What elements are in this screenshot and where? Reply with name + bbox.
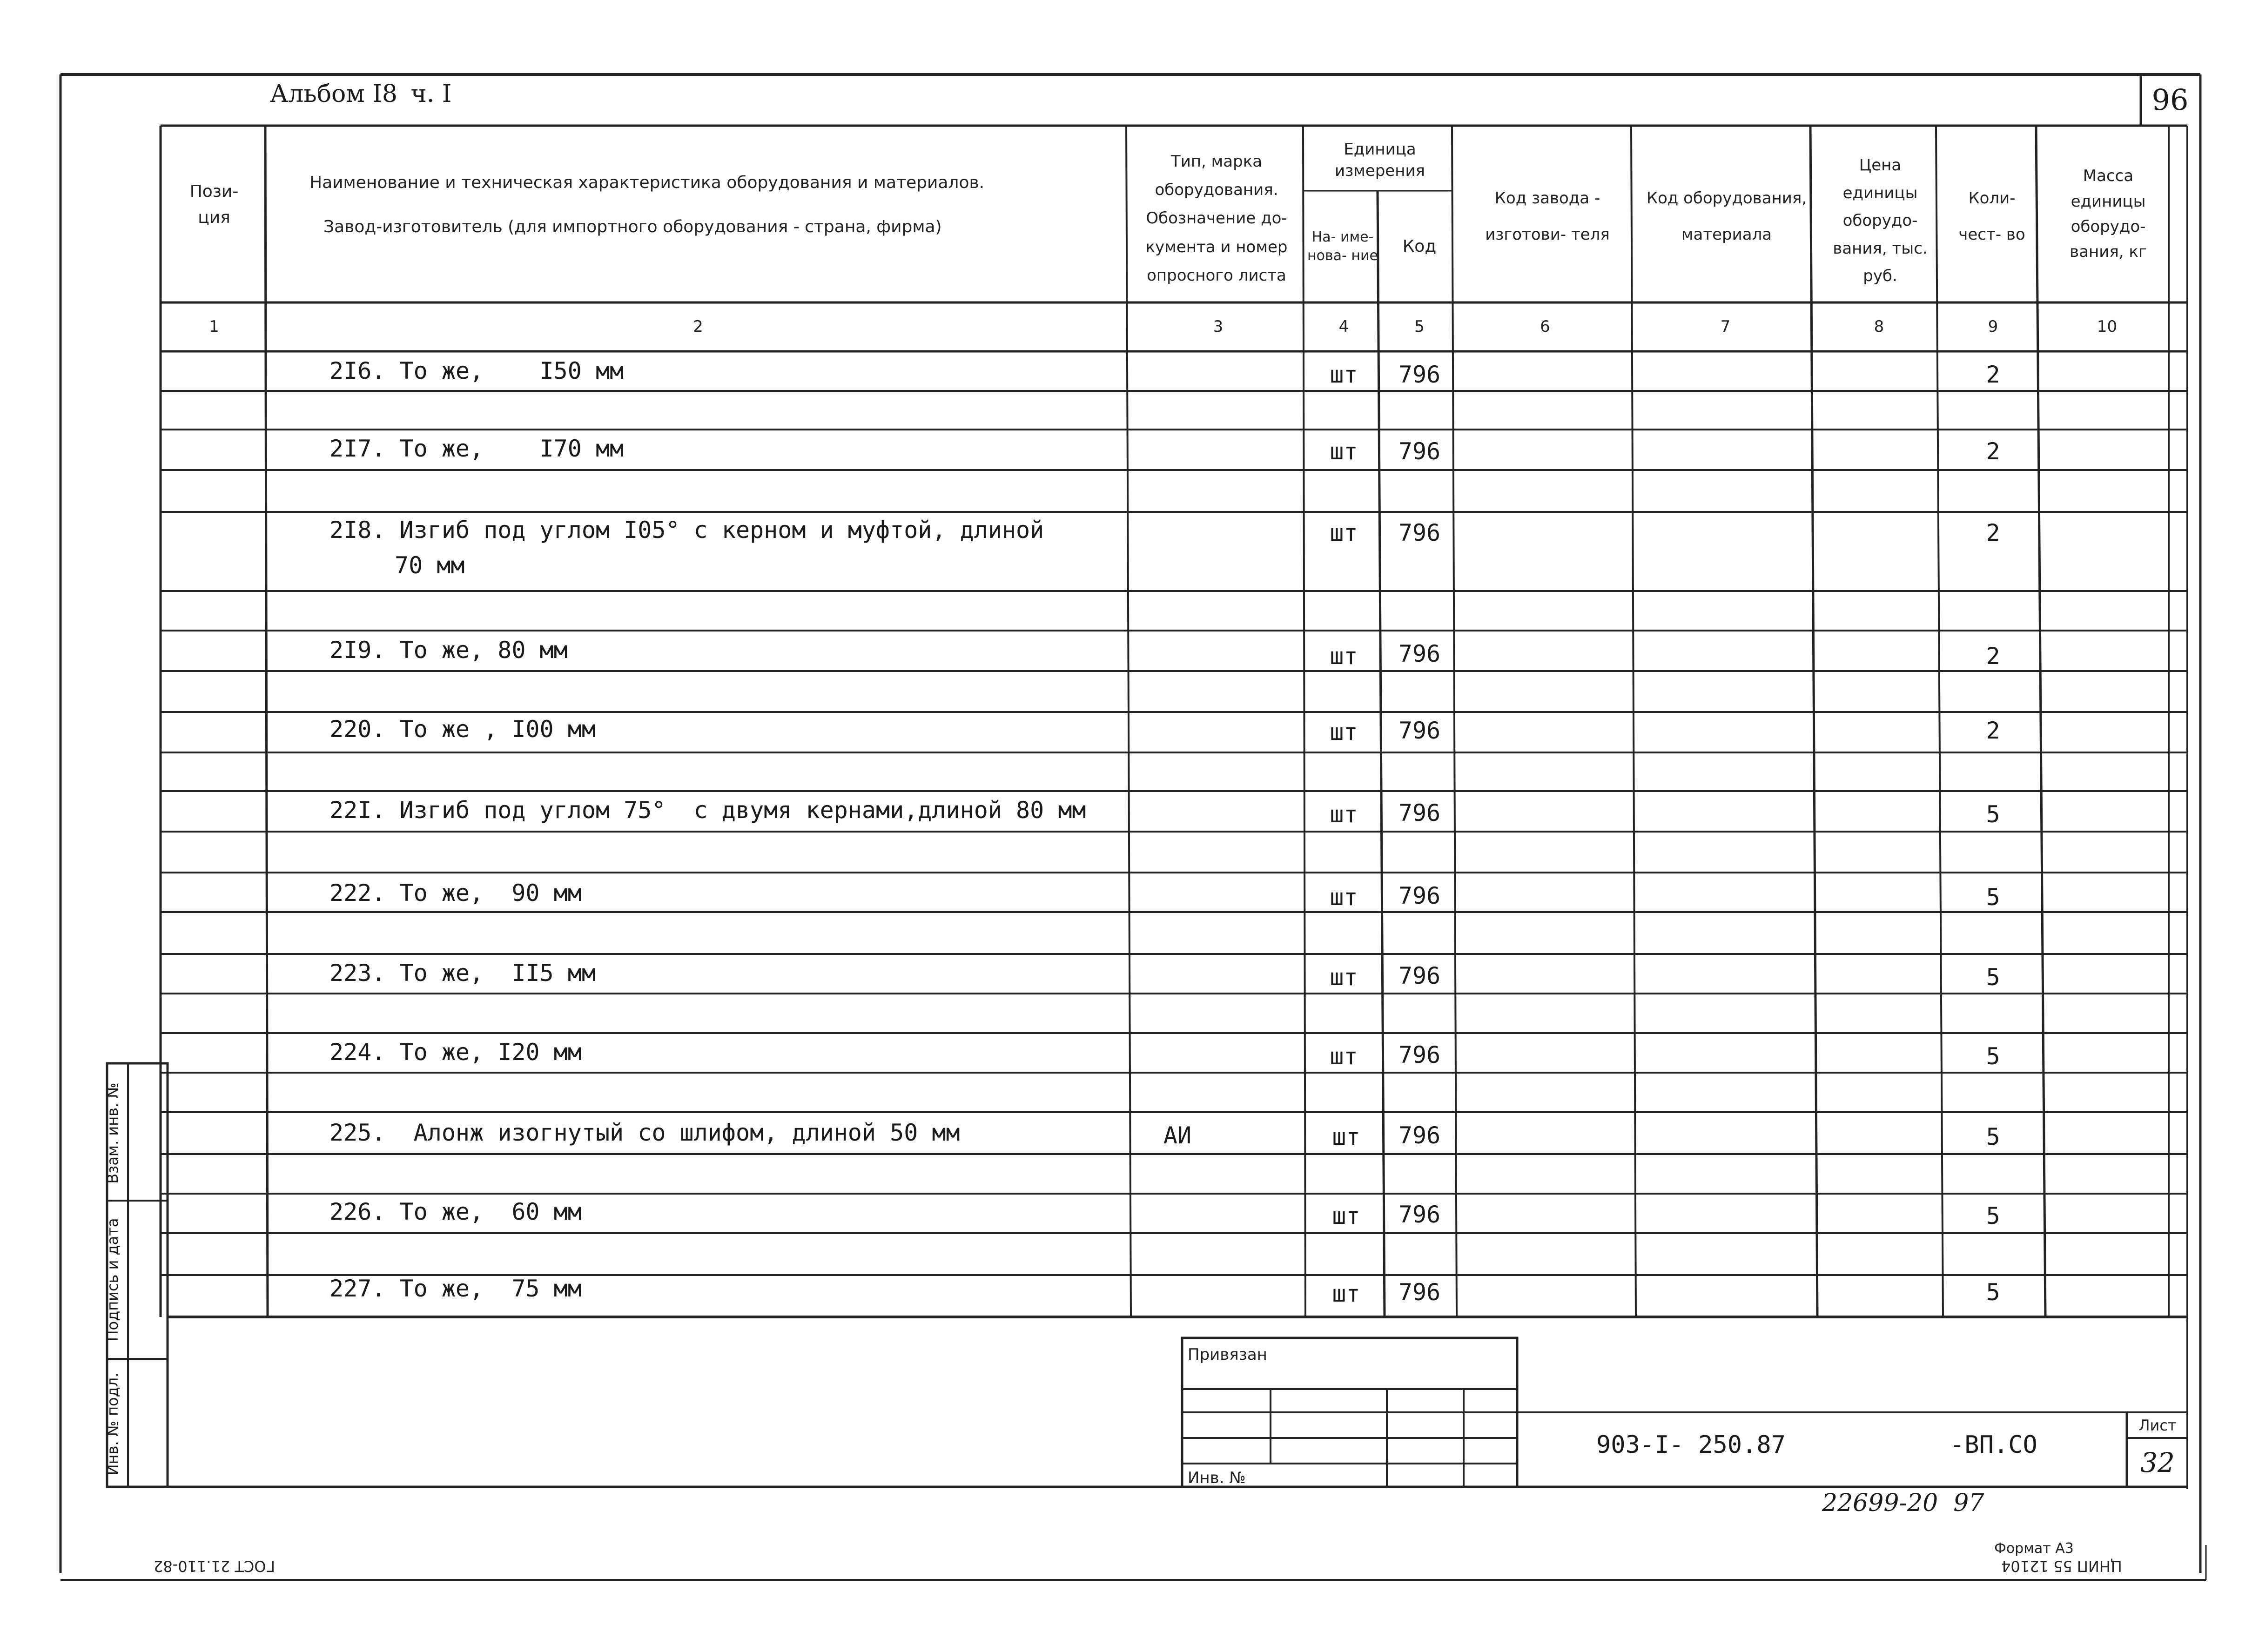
row-name: 222. То же, 90 мм [329, 880, 582, 907]
side-stamp-podpis: Подпись и дата [104, 1218, 121, 1342]
row-type: АИ [1163, 1122, 1192, 1149]
row-unit: шт [1332, 1202, 1360, 1229]
col-number: 10 [2097, 317, 2118, 336]
row-qty: 5 [1986, 884, 2000, 911]
inv-number-label: Инв. № [1188, 1469, 1246, 1487]
row-name: 226. То же, 60 мм [329, 1198, 582, 1225]
row-name: 225. Алонж изогнутый со шлифом, длиной 50 мм [329, 1119, 960, 1146]
row-code: 796 [1398, 361, 1441, 388]
row-name: 2I7. То же, I70 мм [329, 435, 624, 462]
header-name-line1: Наименование и техническая характеристика оборудования и материалов. [309, 173, 985, 192]
sheet-number-top: 96 [2151, 83, 2189, 117]
header-unit-name: На- име- нова- ние [1307, 228, 1378, 264]
row-name: 2I9. То же, 80 мм [329, 637, 568, 664]
col-number: 8 [1874, 317, 1884, 336]
header-price: Цена единицы оборудо- вания, тыс. руб. [1833, 156, 1928, 286]
list-label: Лист [2138, 1417, 2177, 1435]
header-mass: Масса единицы оборудо- вания, кг [2070, 167, 2147, 262]
row-qty: 2 [1986, 438, 2000, 465]
row-qty: 2 [1986, 361, 2000, 388]
row-qty: 5 [1986, 1043, 2000, 1070]
row-qty: 5 [1986, 801, 2000, 828]
handwritten-code: 22699-20 97 [1822, 1489, 1984, 1517]
album-part: ч. I [410, 80, 452, 108]
col-number: 5 [1414, 317, 1425, 336]
list-number: 32 [2140, 1446, 2175, 1478]
side-stamp-vzam: Взам. инв. № [104, 1082, 121, 1184]
col-number: 9 [1988, 317, 1998, 336]
gost-label-mirrored: ГОСТ 21.110-82 [154, 1557, 275, 1575]
row-code: 796 [1398, 640, 1441, 667]
row-unit: шт [1330, 361, 1358, 388]
row-unit: шт [1330, 719, 1358, 745]
row-name: 224. То же, I20 мм [329, 1039, 582, 1066]
row-qty: 5 [1986, 1279, 2000, 1306]
row-unit: шт [1330, 884, 1358, 911]
document-code: 903-I- 250.87 [1596, 1431, 1786, 1459]
header-name-line2: Завод-изготовитель (для импортного оборудования - страна, фирма) [323, 217, 942, 236]
header-unit-group: Единица измерения [1334, 140, 1425, 180]
row-unit: шт [1332, 1280, 1360, 1307]
row-name-continued: 70 мм [395, 552, 465, 579]
row-code: 796 [1398, 519, 1441, 546]
row-name: 227. То же, 75 мм [329, 1275, 582, 1302]
row-unit: шт [1330, 438, 1358, 465]
row-qty: 5 [1986, 964, 2000, 991]
col-number: 4 [1338, 317, 1349, 336]
row-unit: шт [1332, 1123, 1360, 1150]
album-name: Альбом I8 [270, 80, 397, 108]
header-quantity: Коли- чест- во [1958, 188, 2025, 244]
header-unit-code: Код [1402, 237, 1437, 256]
row-code: 796 [1398, 1122, 1441, 1149]
row-code: 796 [1398, 962, 1441, 989]
header-type: Тип, марка оборудования. Обозначение до- кумента и номер опросного листа [1145, 152, 1288, 285]
row-qty: 5 [1986, 1123, 2000, 1150]
row-unit: шт [1330, 1043, 1358, 1070]
document-suffix: -ВП.СО [1950, 1431, 2037, 1459]
row-qty: 5 [1986, 1202, 2000, 1229]
col-number: 7 [1720, 317, 1731, 336]
row-name: 220. То же , I00 мм [329, 716, 596, 743]
row-name: 2I8. Изгиб под углом I05° с керном и муфтой, длиной [329, 517, 1044, 544]
col-number: 1 [209, 317, 219, 336]
row-qty: 2 [1986, 519, 2000, 546]
side-stamp-inv-podl: Инв. № подл. [104, 1372, 121, 1476]
col-number: 6 [1540, 317, 1550, 336]
row-code: 796 [1398, 1279, 1441, 1306]
album-label [270, 80, 451, 108]
row-unit: шт [1330, 519, 1358, 546]
cnit-label-mirrored: ЦНИП 55 12104 [2001, 1557, 2122, 1575]
format-label: Формат А3 [1994, 1540, 2074, 1557]
row-unit: шт [1330, 801, 1358, 828]
row-code: 796 [1398, 799, 1441, 826]
row-unit: шт [1330, 964, 1358, 991]
row-code: 796 [1398, 882, 1441, 909]
row-unit: шт [1330, 643, 1358, 670]
row-qty: 2 [1986, 717, 2000, 744]
header-position: Пози- ция [189, 182, 239, 227]
col-number: 2 [693, 317, 703, 336]
row-name: 2I6. То же, I50 мм [329, 357, 624, 384]
header-maker-code: Код завода - изготови- теля [1485, 188, 1610, 244]
col-number: 3 [1213, 317, 1224, 336]
row-code: 796 [1398, 1201, 1441, 1228]
row-code: 796 [1398, 438, 1441, 465]
privyazan-label: Привязан [1188, 1345, 1267, 1364]
row-qty: 2 [1986, 643, 2000, 670]
row-name: 223. То же, II5 мм [329, 960, 596, 987]
row-code: 796 [1398, 1041, 1441, 1068]
row-code: 796 [1398, 717, 1441, 744]
row-name: 22I. Изгиб под углом 75° с двумя кернами,длиной 80 мм [329, 797, 1086, 824]
header-equip-code: Код оборудования, материала [1646, 188, 1807, 244]
